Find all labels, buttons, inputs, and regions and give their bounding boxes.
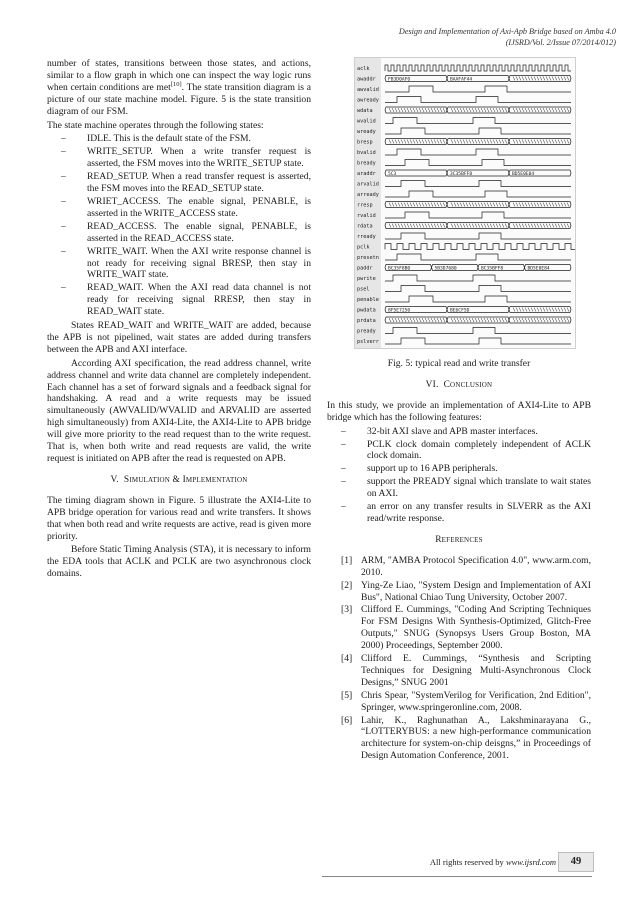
state-list: [47, 133, 311, 318]
figure-caption: Fig. 5: typical read and write transfer: [387, 358, 531, 369]
bus-value: 5B3D7680: [434, 266, 457, 272]
timing-diagram-figure: [354, 57, 576, 349]
list-item: – 32-bit AXI slave and APB master interfaces.: [341, 425, 538, 437]
list-item: – support up to 16 APB peripherals.: [341, 463, 498, 475]
signal-label: arready: [357, 192, 379, 198]
section-heading: VI. Conclusion: [425, 379, 493, 390]
reference-item: [1] ARM, "AMBA Protocol Specification 4.0", www.arm.com, 2010.: [341, 554, 591, 578]
signal-label: presetn: [357, 255, 379, 261]
signal-label: pready: [357, 328, 376, 335]
waveform-paddr: [385, 265, 571, 272]
bus-value: BC35BFF8: [481, 266, 504, 272]
paragraph-axi-spec: According AXI specification, the read address channel, write address channel and write data channel are completely independent. Each channel has a set of forward signals and a feedback signal for handshaking. A read and a write requests may be issued simultaneously (AWVALID/WVALID and ARVALID are asserted high simultaneously) from AXI4-Lite, the AXI4-Lite to APB bridge will give more priority to the read request than to the write request. That is, when both write and read requests are valid, the write request is initiated on APB after the read is requested on APB.: [47, 357, 311, 464]
list-item: – PCLK clock domain completely independent of ACLK clock domain.: [341, 438, 591, 462]
footer-divider: [322, 876, 592, 877]
conclusion-intro: In this study, we provide an implementation of AXI4-Lite to APB bridge which has the following features:: [327, 399, 591, 423]
paragraph-sta: Before Static Timing Analysis (STA), it is necessary to inform the EDA tools that ACLK and PCLK are two asynchronous clock domains.: [47, 544, 311, 580]
signal-label: pclk: [357, 244, 370, 251]
bus-value: 5C3: [388, 172, 397, 177]
bus-value: FB3D0AF0: [388, 77, 411, 83]
waveform-bresp: [385, 139, 571, 145]
signal-label: awready: [357, 97, 379, 104]
right-column: [327, 356, 591, 763]
page-number: 49: [558, 852, 594, 872]
signal-label: awaddr: [357, 76, 376, 83]
signal-label: penable: [357, 297, 379, 303]
signal-label: araddr: [357, 171, 376, 177]
waveform-wdata: [385, 107, 571, 113]
reference-list: [327, 555, 591, 762]
waveform-wvalid: [385, 118, 571, 124]
waveform-rready: [385, 233, 571, 239]
signal-label: rdata: [357, 223, 373, 230]
waveform-plot: [355, 58, 575, 348]
waveform-araddr: [385, 170, 571, 177]
signal-label: rvalid: [357, 213, 376, 219]
header-volume: (IJSRD/Vol. 2/Issue 07/2014/012): [505, 38, 616, 47]
footer-rights: All rights reserved by www.ijsrd.com: [429, 857, 556, 867]
waveform-pslverr: [385, 338, 571, 344]
waveform-pready: [385, 328, 571, 334]
bus-value: BE6CF5D: [450, 308, 470, 314]
list-item: – READ_SETUP. When a read transfer request is asserted, the FSM moves into the READ_SETUP state.: [61, 171, 311, 195]
waveform-awready: [385, 97, 571, 103]
list-item: – an error on any transfer results in SLVERR as the AXI read/write response.: [341, 501, 591, 524]
waveform-bready: [385, 160, 571, 166]
waveform-rdata: [385, 223, 571, 229]
bus-value: BC35F8B0: [388, 266, 411, 272]
references-heading: References: [435, 534, 483, 545]
waveform-rresp: [385, 202, 571, 208]
signal-label: arvalid: [357, 181, 379, 188]
waveform-pwrite: [385, 275, 571, 281]
list-item: – WRITE_WAIT. When the AXI write response channel is not ready for receiving signal BRESP, then stay in WRITE_WAIT state.: [61, 245, 311, 281]
section-heading: V. Simulation & Implementation: [110, 474, 248, 485]
waveform-awaddr: [385, 76, 571, 83]
list-item: – WRIET_ACCESS. The enable signal, PENABLE, is asserted in the WRITE_ACCESS state.: [61, 195, 311, 219]
intro-text-tail: . The state transition diagram is a picture of our state machine model. Figure. 5 is the state transition diagram of our FSM.: [47, 81, 311, 117]
paragraph-wait-states: States READ_WAIT and WRITE_WAIT are added, because the APB is not pipelined, wait states are added during transfers between the APB and AXI interface.: [47, 320, 311, 355]
signal-label: psel: [357, 286, 370, 293]
reference-item: [5] Chris Spear, "SystemVerilog for Verification, 2nd Edition", Springer, www.springeronline.com, 2008.: [341, 689, 591, 713]
waveform-rvalid: [385, 212, 571, 218]
left-column: [47, 58, 311, 582]
reference-item: [4] Clifford E. Cummings, “Synthesis and Scripting Techniques for Designing Multi-Asynchronous Clock Designs,” SNUG 2001: [341, 653, 591, 688]
feature-list: [327, 426, 591, 525]
waveform-penable: [385, 296, 571, 302]
signal-label: paddr: [357, 265, 373, 272]
list-item: – WRITE_SETUP. When a write transfer request is asserted, the FSM moves into the WRITE_SETUP state.: [61, 146, 311, 170]
signal-label: rresp: [357, 202, 373, 209]
waveform-presetn: [385, 254, 571, 260]
waveform-psel: [385, 286, 571, 292]
waveform-wready: [385, 128, 571, 134]
signal-label: aclk: [357, 66, 370, 72]
running-header: [399, 26, 616, 48]
header-title: Design and Implementation of Axi-Apb Bridge based on Amba 4.0: [398, 27, 616, 36]
citation: [10]: [170, 80, 182, 88]
signal-label: pwrite: [357, 276, 376, 282]
waveform-awvalid: [385, 86, 571, 92]
list-item: – READ_WAIT. When the AXI read data channel is not ready for receiving signal RRESP, then stay in READ_WAIT state.: [61, 282, 311, 318]
list-item: – support the PREADY signal which translate to wait states on AXI.: [341, 476, 591, 500]
paragraph-intro: [47, 58, 311, 118]
list-item: – READ_ACCESS. The enable signal, PENABLE, is asserted in the READ_ACCESS state.: [61, 220, 311, 244]
waveform-bvalid: [385, 149, 571, 155]
list-item: – IDLE. This is the default state of the FSM.: [61, 133, 251, 145]
signal-label: awvalid: [357, 87, 379, 93]
waveform-pwdata: [385, 307, 571, 314]
bus-value: BD5E0E84: [527, 266, 550, 272]
waveform-arvalid: [385, 181, 571, 187]
signal-label: rready: [357, 234, 376, 240]
signal-label: wvalid: [357, 118, 376, 125]
waveform-pclk: [385, 244, 575, 250]
signal-label: bvalid: [357, 150, 376, 156]
bus-value: BD5E0E04: [512, 172, 535, 177]
waveform-prdata: [385, 317, 571, 323]
waveform-aclk: [385, 65, 571, 71]
signal-label: wready: [357, 129, 376, 135]
signal-label: pslverr: [357, 339, 379, 345]
signal-label: bready: [357, 160, 376, 167]
bus-value: 3C35BFF8: [450, 172, 473, 177]
signal-label: prdata: [357, 318, 376, 324]
bus-value: BAAFAF44: [450, 77, 473, 83]
intro-text: number of states, transitions between those states, and actions, similar to a flow graph in which one can inspect the way logic runs when certain conditions are met: [47, 58, 311, 93]
signal-label: wdata: [357, 108, 373, 114]
reference-item: [2] Ying-Ze Liao, "System Design and Implementation of AXI Bus", National Chiao Tung University, October 2007.: [341, 579, 591, 603]
signal-label: pwdata: [357, 307, 376, 314]
signal-label: bresp: [357, 139, 373, 146]
footer-link[interactable]: www.ijsrd.com: [505, 857, 556, 867]
waveform-arready: [385, 191, 571, 197]
paragraph-timing: The timing diagram shown in Figure. 5 illustrate the AXI4-Lite to APB bridge operation for various read and write transfers. It shows that when both read and write requests are active, read is given more priority.: [47, 494, 311, 542]
states-intro: The state machine operates through the following states:: [47, 119, 264, 131]
bus-value: 8F5E7250: [388, 308, 411, 314]
reference-item: [6] Lahir, K., Raghunathan A., Lakshminarayana G., “LOTTERYBUS: a new high-performance communication architecture for system-on-chip deisgns,” in Proceedings of Design Automation Conference, 2001.: [341, 714, 591, 762]
reference-item: [3] Clifford E. Cummings, "Coding And Scripting Techniques For FSM Designs With Synthesis-Optimized, Glitch-Free Outputs," SNUG (Synopsys Users Group Boston, MA 2000) Proceedings, September 2000.: [341, 604, 591, 652]
